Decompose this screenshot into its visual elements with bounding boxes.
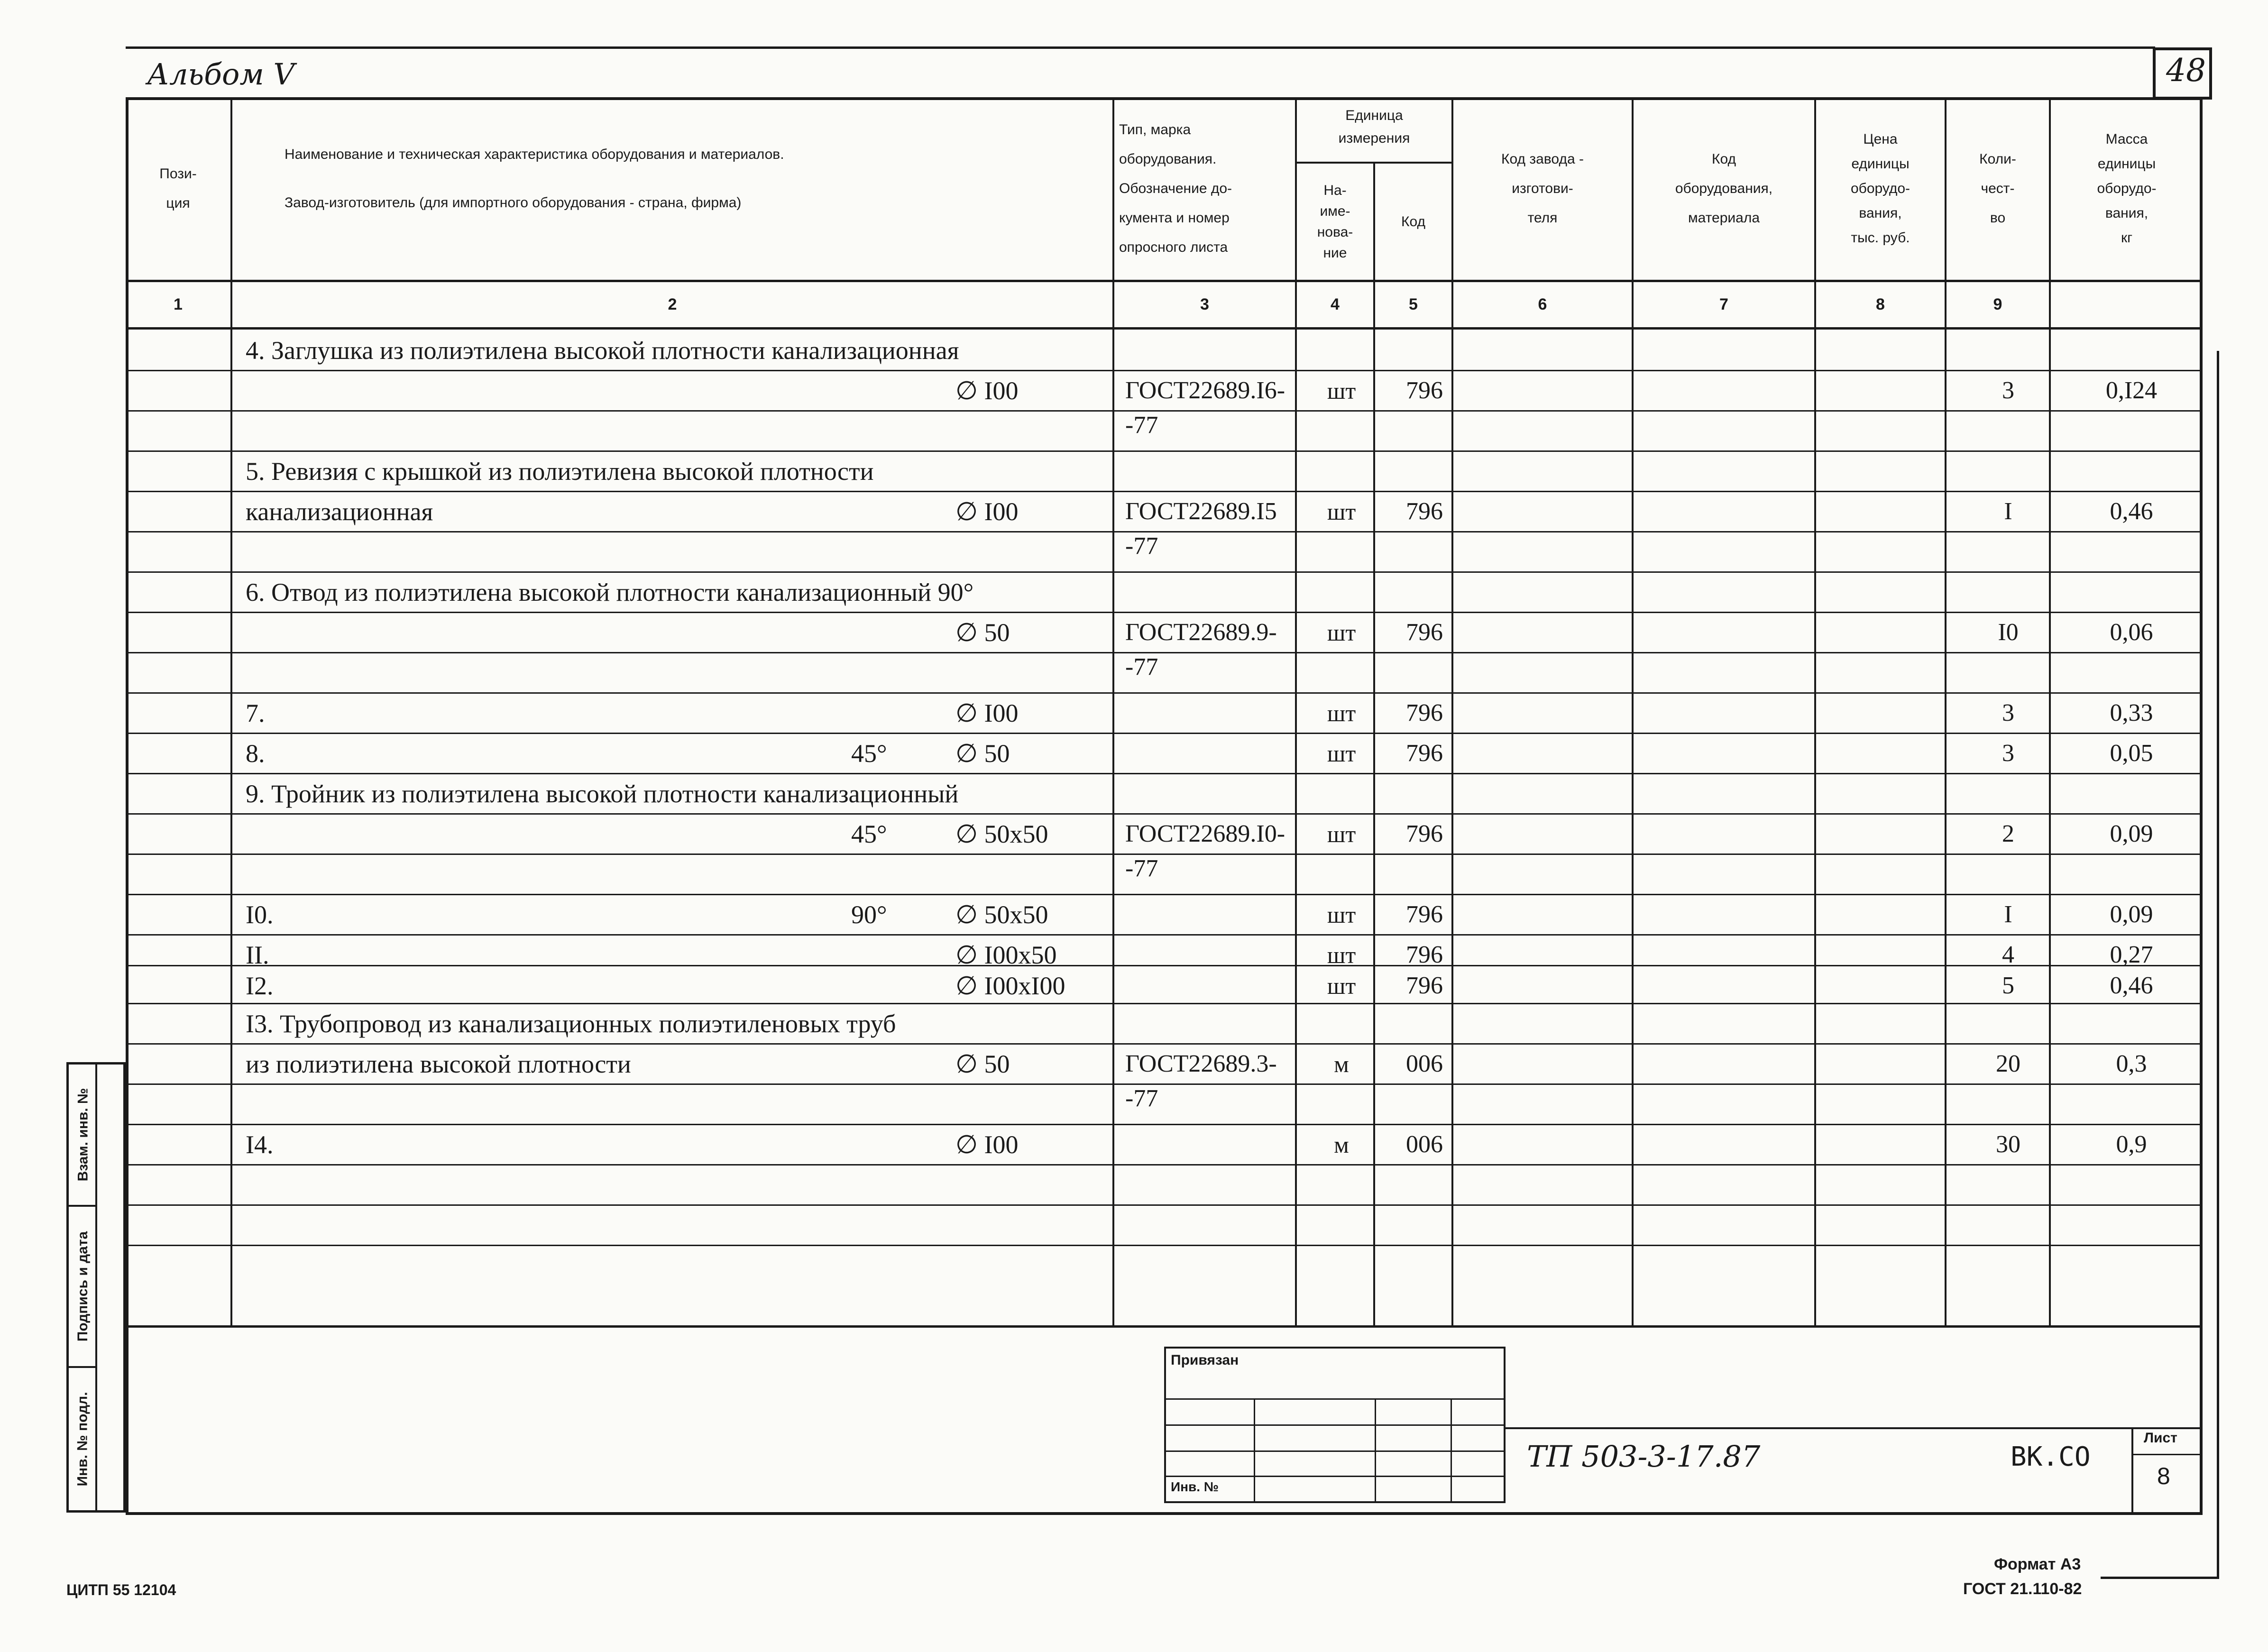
row-unit-code: 796 [1406,699,1443,726]
row-quantity: I [2004,498,2012,525]
row-quantity: 2 [2002,820,2014,847]
row-unit-code: 006 [1406,1050,1443,1077]
row-quantity: 3 [2002,377,2014,404]
col-number: 8 [1816,282,1947,327]
row-unit-code: 796 [1406,941,1443,968]
row-description: 6. Отвод из полиэтилена высокой плотности канализационный 90° [246,578,974,606]
sheet-box [2131,1427,2203,1515]
row-mass: 0,I24 [2105,377,2158,404]
row-line [126,612,2203,613]
top-border-line [126,46,2155,49]
row-quantity: 20 [1996,1050,2020,1077]
row-unit-code: 796 [1406,901,1443,928]
column-number-row [126,280,2203,330]
row-mass: 0,09 [2110,901,2153,928]
row-unit-code: 006 [1406,1131,1443,1158]
stamp-top-line [1506,1427,2203,1429]
row-size: ∅ 50 [955,1050,1010,1078]
sidebar-cell: Взам. инв. № [69,1065,97,1207]
row-line [126,370,2203,371]
row-line [126,894,2203,895]
row-unit: шт [1327,700,1356,726]
row-size: ∅ 50 [955,618,1010,647]
row-line [126,733,2203,734]
header-col-unit-code: Код [1375,164,1453,280]
row-size: ∅ I00 [955,1130,1019,1159]
row-line [126,410,2203,412]
row-size: ∅ 50x50 [955,820,1048,848]
header-col-position: Пози- ция [126,97,232,280]
row-mass: 0,33 [2110,699,2153,726]
row-size: ∅ I00x50 [955,941,1057,969]
row-document: ГОСТ22689.I6- [1125,377,1286,404]
row-description: канализационная [246,497,433,526]
row-document: ГОСТ22689.9- [1125,619,1277,646]
row-document: -77 [1125,1085,1158,1112]
header-col-type: Тип, марка оборудования. Обозначение до- кумента и номер опросного листа [1114,97,1297,280]
row-unit: шт [1327,942,1356,968]
row-unit: шт [1327,973,1356,999]
row-mass: 0,09 [2110,820,2153,847]
row-line [126,1204,2203,1206]
row-quantity: 3 [2002,740,2014,767]
row-unit: шт [1327,619,1356,646]
row-document: ГОСТ22689.I5 [1125,498,1277,525]
row-unit: шт [1327,377,1356,404]
row-size: ∅ I00 [955,376,1019,405]
privyazan-label: Привязан [1171,1352,1239,1368]
row-mass: 0,9 [2116,1131,2147,1158]
row-line [126,450,2203,452]
sheet-number: 8 [2157,1463,2170,1489]
sidebar-cell: Подпись и дата [69,1207,97,1368]
row-document: -77 [1125,653,1158,680]
col-number: 7 [1634,282,1816,327]
row-line [126,813,2203,815]
row-document: -77 [1125,855,1158,882]
row-mass: 0,46 [2110,498,2153,525]
table-header [126,97,2203,280]
row-unit-code: 796 [1406,377,1443,404]
row-description: 8. [246,739,265,768]
header-col-name: Наименование и техническая характеристика оборудования и материалов. Завод-изготовитель (для импортного оборудования - страна, фирма) [232,97,1114,280]
row-document: ГОСТ22689.I0- [1125,820,1286,847]
row-description: 9. Тройник из полиэтилена высокой плотности канализационный [246,780,959,808]
row-document: -77 [1125,412,1158,439]
sheet-label: Лист [2144,1430,2177,1446]
row-mass: 0,46 [2110,972,2153,999]
row-quantity: 30 [1996,1131,2020,1158]
row-mass: 0,3 [2116,1050,2147,1077]
row-line [126,531,2203,532]
row-line [126,491,2203,492]
row-unit-code: 796 [1406,972,1443,999]
row-description: 4. Заглушка из полиэтилена высокой плотности канализационная [246,336,959,365]
row-unit: м [1334,1131,1349,1158]
row-unit-code: 796 [1406,498,1443,525]
row-line [126,854,2203,855]
row-description: из полиэтилена высокой плотности [246,1050,631,1078]
row-angle: 45° [851,820,887,848]
footer-left-code: ЦИТП 55 12104 [66,1581,176,1598]
row-angle: 45° [851,739,887,768]
title-block-top-line [126,1325,2203,1328]
row-unit-code: 796 [1406,740,1443,767]
row-mass: 0,27 [2110,941,2153,968]
col-number: 5 [1375,282,1453,327]
row-mass: 0,06 [2110,619,2153,646]
row-document: ГОСТ22689.3- [1125,1050,1277,1077]
row-description: 5. Ревизия с крышкой из полиэтилена высокой плотности [246,457,874,486]
row-unit: шт [1327,821,1356,847]
row-unit: м [1334,1051,1349,1077]
header-col-maker-code: Код завода - изготови- теля [1453,97,1634,280]
row-quantity: 5 [2002,972,2014,999]
row-line [126,1245,2203,1246]
row-line [126,1164,2203,1166]
row-line [126,571,2203,573]
col-number: 2 [232,282,1114,327]
bottom-margin-line [2101,1577,2219,1579]
row-quantity: I0 [1998,619,2019,646]
privyazan-box [1164,1347,1506,1503]
col-number: 4 [1297,282,1375,327]
sidebar-cell: Инв. № подл. [75,1392,91,1487]
row-line [126,1043,2203,1045]
header-col-unit-group: Единица измерения [1297,97,1453,164]
row-unit: шт [1327,901,1356,928]
row-line [126,965,2203,966]
row-size: ∅ I00 [955,699,1019,727]
row-line [126,1003,2203,1004]
table-body [126,330,2203,1325]
row-unit: шт [1327,498,1356,525]
col-number: 6 [1453,282,1634,327]
header-col-equipment-code: Код оборудования, материала [1634,97,1816,280]
col-number: 3 [1114,282,1297,327]
row-description: II. [246,941,269,969]
footer-format: Формат А3 [1994,1555,2081,1573]
row-quantity: I [2004,901,2012,928]
row-line [126,652,2203,653]
row-angle: 90° [851,900,887,929]
row-description: I3. Трубопровод из канализационных полиэтиленовых труб [246,1010,896,1038]
row-unit-code: 796 [1406,619,1443,646]
row-line [126,1083,2203,1085]
col-number: 1 [126,282,232,327]
row-mass: 0,05 [2110,740,2153,767]
row-description: I0. [246,900,274,929]
section-code: ВК.СО [2011,1441,2091,1472]
row-unit-code: 796 [1406,820,1443,847]
row-size: ∅ 50x50 [955,900,1048,929]
footer-standard: ГОСТ 21.110-82 [1963,1580,2082,1598]
row-line [126,934,2203,936]
row-size: ∅ I00 [955,497,1019,526]
row-line [126,773,2203,774]
document-code: ТП 503-3-17.87 [1527,1439,1761,1474]
row-description: I4. [246,1130,274,1159]
row-line [126,1124,2203,1125]
row-quantity: 3 [2002,699,2014,726]
inv-no-label: Инв. № [1171,1479,1219,1494]
row-quantity: 4 [2002,941,2014,968]
page-number: 48 [2166,52,2206,89]
col-number: 9 [1947,282,2051,327]
header-col-unit-name: На- име- нова- ние [1297,164,1375,280]
right-margin-line [2217,351,2219,1579]
row-unit: шт [1327,740,1356,767]
row-line [126,692,2203,694]
row-document: -77 [1125,532,1158,560]
header-col-price: Цена единицы оборудо- вания, тыс. руб. [1816,97,1947,280]
header-col-quantity: Коли- чест- во [1947,97,2051,280]
header-col-mass: Масса единицы оборудо- вания, кг [2097,131,2157,246]
row-description: I2. [246,972,274,1000]
row-size: ∅ 50 [955,739,1010,768]
left-sidebar-stamp [66,1062,126,1513]
row-size: ∅ I00xI00 [955,972,1065,1000]
row-description: 7. [246,699,265,727]
album-label: Альбом Ⅴ [147,57,295,92]
